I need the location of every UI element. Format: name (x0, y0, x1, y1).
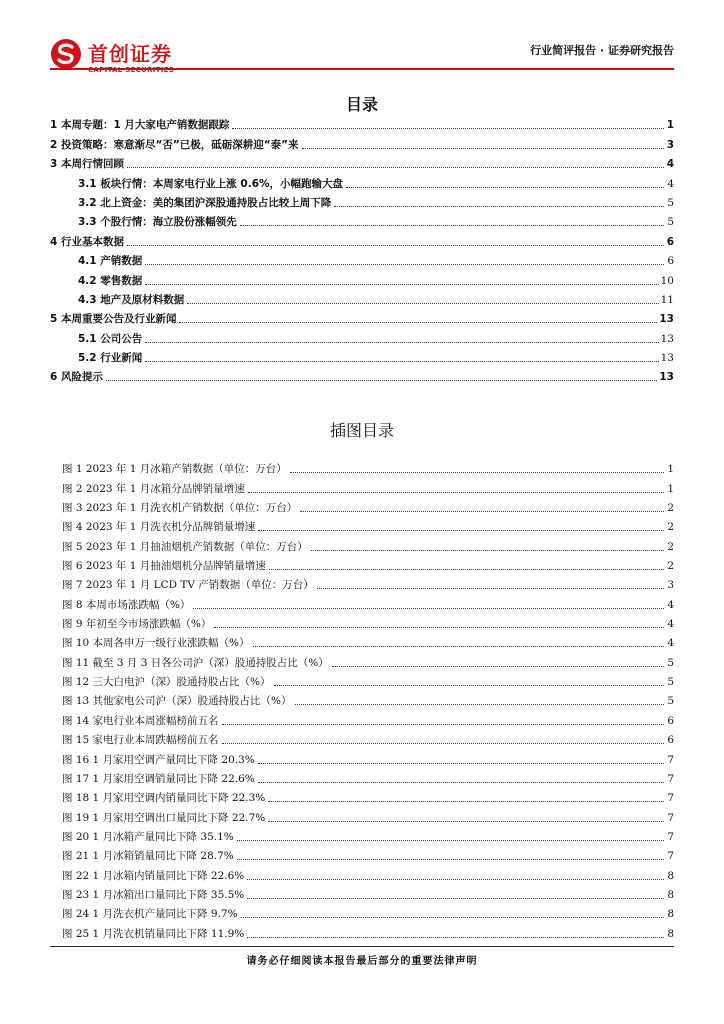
dot-leader (311, 549, 664, 551)
capital-securities-logo-icon (50, 38, 82, 70)
toc-entry[interactable] (50, 153, 674, 172)
toc-entry-title: 1 本周专题：1 月大家电产销数据跟踪 (50, 119, 230, 132)
dot-leader (232, 127, 664, 129)
figure-entry[interactable] (50, 613, 674, 632)
figure-entry-title: 图 8 本周市场涨跌幅（%） (62, 598, 191, 611)
toc-entry[interactable] (50, 347, 674, 366)
page-number: 2 (667, 540, 674, 553)
figure-entry-title: 图 10 本周各申万一级行业涨跌幅（%） (62, 637, 250, 650)
header-divider (50, 68, 674, 70)
toc-entry[interactable] (50, 269, 674, 288)
figure-entry-title: 图 3 2023 年 1 月洗衣机产销数据（单位：万台） (62, 502, 298, 515)
page-number: 11 (660, 293, 674, 306)
figure-entry[interactable] (50, 748, 674, 767)
page-number: 2 (667, 521, 674, 534)
toc-entry[interactable] (50, 308, 674, 327)
dot-leader (145, 360, 658, 362)
toc-entry[interactable] (50, 133, 674, 152)
page-number: 13 (659, 313, 674, 326)
dot-leader (334, 205, 664, 207)
figure-entry-title: 图 7 2023 年 1 月 LCD TV 产销数据（单位：万台） (62, 579, 314, 592)
toc-entry[interactable] (50, 230, 674, 249)
figure-entry[interactable] (50, 574, 674, 593)
figures-toc-title: 插图目录 (329, 421, 394, 440)
figure-entry[interactable] (50, 787, 674, 806)
toc-entry-title: 5 本周重要公告及行业新闻 (50, 313, 177, 326)
figure-entry[interactable] (50, 516, 674, 535)
figure-entry[interactable] (50, 864, 674, 883)
dot-leader (127, 166, 664, 168)
page-number: 7 (667, 772, 674, 785)
dot-leader (302, 147, 664, 149)
dot-leader (222, 742, 664, 744)
page-number: 8 (667, 908, 674, 921)
page-number: 7 (667, 850, 674, 863)
figure-entry-title: 图 19 1 月家用空调出口量同比下降 22.7% (62, 811, 266, 824)
figure-entry[interactable] (50, 903, 674, 922)
toc-entry-title: 3 本周行情回顾 (50, 158, 124, 171)
figure-entry-title: 图 16 1 月家用空调产量同比下降 20.3% (62, 753, 255, 766)
page-number: 1 (667, 463, 674, 476)
toc-entry[interactable] (50, 114, 674, 133)
figure-entry-title: 图 23 1 月冰箱出口量同比下降 35.5% (62, 888, 245, 901)
page-number: 3 (666, 138, 674, 151)
dot-leader (290, 471, 664, 473)
page-number: 6 (667, 255, 674, 268)
page-number: 13 (660, 332, 674, 345)
page-number: 5 (667, 216, 674, 229)
page-number: 5 (667, 695, 674, 708)
dot-leader (237, 839, 664, 841)
page-number: 4 (667, 598, 674, 611)
figure-entry-title: 图 2 2023 年 1 月冰箱分品牌销量增速 (62, 482, 245, 495)
toc-entry-title: 4.3 地产及原材料数据 (78, 293, 185, 306)
toc-entry[interactable] (50, 289, 674, 308)
logo-english-name: CAPITAL SECURITIES (88, 66, 175, 74)
figure-entry-title: 图 5 2023 年 1 月抽油烟机产销数据（单位：万台） (62, 540, 308, 553)
toc-entry-title: 2 投资策略：寒意渐尽“否”已极，砥砺深耕迎“泰”来 (50, 138, 299, 151)
figure-entry-title: 图 22 1 月冰箱内销量同比下降 22.6% (62, 869, 245, 882)
page-number: 4 (667, 177, 674, 190)
figure-entry-title: 图 24 1 月洗衣机产量同比下降 9.7% (62, 908, 238, 921)
figure-entry[interactable] (50, 845, 674, 864)
page-number: 6 (666, 235, 674, 248)
report-type-label: 行业简评报告 · 证券研究报告 (530, 44, 674, 57)
toc-entry[interactable] (50, 172, 674, 191)
toc-title: 目录 (345, 95, 378, 114)
figure-entry[interactable] (50, 458, 674, 477)
dot-leader (106, 379, 657, 381)
figure-entry-title: 图 15 家电行业本周跌幅榜前五名 (62, 734, 219, 747)
legal-disclaimer: 请务必仔细阅读本报告最后部分的重要法律声明 (246, 956, 478, 967)
dot-leader (179, 321, 657, 323)
dot-leader (247, 897, 664, 899)
dot-leader (300, 510, 664, 512)
toc-entry[interactable] (50, 192, 674, 211)
dot-leader (187, 302, 658, 304)
figure-entry[interactable] (50, 826, 674, 845)
figure-entry[interactable] (50, 555, 674, 574)
page-number: 4 (667, 637, 674, 650)
logo-chinese-name: 首创证券 (88, 42, 172, 66)
toc-entry-title: 4.1 产销数据 (78, 255, 143, 268)
table-of-contents (50, 114, 674, 385)
figure-entry[interactable] (50, 729, 674, 748)
page-number: 1 (667, 482, 674, 495)
figure-entry-title: 图 1 2023 年 1 月冰箱产销数据（单位：万台） (62, 463, 287, 476)
figure-entry-title: 图 9 年初至今市场涨跌幅（%） (62, 618, 212, 631)
figure-entry[interactable] (50, 690, 674, 709)
figure-entry[interactable] (50, 535, 674, 554)
page-number: 8 (667, 869, 674, 882)
figure-entry[interactable] (50, 593, 674, 612)
page-number: 4 (667, 618, 674, 631)
dot-leader (222, 723, 664, 725)
dot-leader (145, 341, 658, 343)
dot-leader (258, 781, 664, 783)
page-number: 13 (659, 371, 674, 384)
toc-entry-title: 4.2 零售数据 (78, 274, 143, 287)
figure-entry-title: 图 4 2023 年 1 月洗衣机分品牌销量增速 (62, 521, 256, 534)
toc-entry-title: 3.1 板块行情：本周家电行业上涨 0.6%，小幅跑输大盘 (78, 177, 344, 190)
figure-entry[interactable] (50, 768, 674, 787)
dot-leader (268, 800, 664, 802)
page-number: 6 (667, 734, 674, 747)
dot-leader (127, 244, 664, 246)
page-number: 4 (666, 158, 674, 171)
toc-entry-title: 4 行业基本数据 (50, 235, 124, 248)
figure-entry-title: 图 11 截至 3 月 3 日各公司沪（深）股通持股占比（%） (62, 656, 329, 669)
toc-entry[interactable] (50, 250, 674, 269)
toc-entry-title: 5.1 公司公告 (78, 332, 143, 345)
dot-leader (346, 186, 664, 188)
dot-leader (274, 684, 664, 686)
dot-leader (241, 916, 664, 918)
figure-entry-title: 图 14 家电行业本周涨幅榜前五名 (62, 714, 219, 727)
page-number: 8 (667, 927, 674, 940)
footer-divider (50, 946, 674, 947)
dot-leader (240, 224, 664, 226)
figure-entry[interactable] (50, 477, 674, 496)
dot-leader (332, 665, 664, 667)
toc-entry[interactable] (50, 211, 674, 230)
dot-leader (237, 858, 664, 860)
dot-leader (247, 936, 664, 938)
page-number: 5 (667, 676, 674, 689)
figure-entry-title: 图 17 1 月家用空调销量同比下降 22.6% (62, 772, 255, 785)
page-number: 13 (660, 352, 674, 365)
dot-leader (258, 762, 664, 764)
page-number: 2 (667, 560, 674, 573)
page-number: 7 (667, 811, 674, 824)
page-number: 5 (667, 196, 674, 209)
figure-entry-title: 图 25 1 月洗衣机销量同比下降 11.9% (62, 927, 245, 940)
figures-list (50, 458, 674, 942)
toc-entry[interactable] (50, 327, 674, 346)
toc-entry-title: 3.3 个股行情：海立股份涨幅领先 (78, 216, 237, 229)
dot-leader (269, 568, 664, 570)
figure-entry-title: 图 12 三大白电沪（深）股通持股占比（%） (62, 676, 271, 689)
figure-entry[interactable] (50, 497, 674, 516)
dot-leader (253, 645, 664, 647)
page-number: 10 (660, 274, 674, 287)
toc-entry[interactable] (50, 366, 674, 385)
figure-entry[interactable] (50, 651, 674, 670)
page-number: 7 (667, 830, 674, 843)
dot-leader (268, 820, 664, 822)
dot-leader (258, 529, 664, 531)
dot-leader (248, 491, 664, 493)
page-number: 1 (666, 119, 674, 132)
figure-entry-title: 图 18 1 月家用空调内销量同比下降 22.3% (62, 792, 266, 805)
figure-entry[interactable] (50, 922, 674, 941)
dot-leader (193, 607, 664, 609)
dot-leader (145, 283, 658, 285)
page-number: 7 (667, 753, 674, 766)
company-logo (50, 36, 190, 76)
figure-entry[interactable] (50, 884, 674, 903)
page-header (50, 30, 674, 78)
page-number: 3 (667, 579, 674, 592)
figure-entry[interactable] (50, 709, 674, 728)
dot-leader (145, 263, 664, 265)
toc-entry-title: 6 风险提示 (50, 371, 103, 384)
figure-entry-title: 图 6 2023 年 1 月抽油烟机分品牌销量增速 (62, 560, 266, 573)
page-number: 2 (667, 502, 674, 515)
figure-entry-title: 图 20 1 月冰箱产量同比下降 35.1% (62, 830, 234, 843)
dot-leader (247, 878, 664, 880)
figure-entry[interactable] (50, 632, 674, 651)
figure-entry[interactable] (50, 671, 674, 690)
page-number: 5 (667, 656, 674, 669)
figure-entry[interactable] (50, 806, 674, 825)
page-number: 6 (667, 714, 674, 727)
dot-leader (214, 626, 664, 628)
figure-entry-title: 图 21 1 月冰箱销量同比下降 28.7% (62, 850, 234, 863)
figure-entry-title: 图 13 其他家电公司沪（深）股通持股占比（%） (62, 695, 292, 708)
dot-leader (295, 703, 664, 705)
page-number: 8 (667, 888, 674, 901)
page-number: 7 (667, 792, 674, 805)
dot-leader (317, 587, 664, 589)
toc-entry-title: 3.2 北上资金：美的集团沪深股通持股占比较上周下降 (78, 196, 332, 209)
toc-entry-title: 5.2 行业新闻 (78, 352, 143, 365)
